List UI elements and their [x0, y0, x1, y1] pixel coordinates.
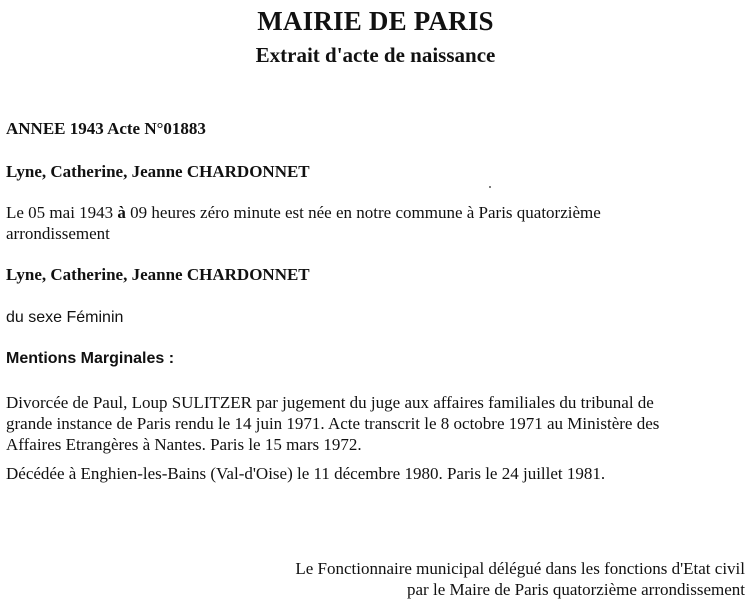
- birth-statement-line-2: arrondissement: [6, 224, 110, 243]
- signature-line-1: Le Fonctionnaire municipal délégué dans les fonctions d'Etat civil: [295, 559, 745, 578]
- signature-block: [295, 558, 745, 600]
- divorce-mention-line-1: Divorcée de Paul, Loup SULITZER par jugement du juge aux affaires familiales du tribunal de: [6, 393, 654, 412]
- birth-statement-part-2: 09 heures zéro minute est née en notre commune à Paris quatorzième: [125, 203, 601, 222]
- birth-statement-at: à: [117, 203, 126, 222]
- sex-statement: du sexe Féminin: [6, 309, 124, 326]
- year-act-number: ANNEE 1943 Acte N°01883: [6, 119, 206, 138]
- divorce-mention-line-3: Affaires Etrangères à Nantes. Paris le 15 mars 1972.: [6, 435, 362, 454]
- person-name: Lyne, Catherine, Jeanne CHARDONNET: [6, 265, 310, 284]
- birth-statement: [6, 202, 736, 244]
- divorce-mention-line-2: grande instance de Paris rendu le 14 juin 1971. Acte transcrit le 8 octobre 1971 au Ministère des: [6, 414, 660, 433]
- signature-line-2: par le Maire de Paris quatorzième arrondissement: [407, 580, 745, 599]
- death-mention: Décédée à Enghien-les-Bains (Val-d'Oise) le 11 décembre 1980. Paris le 24 juillet 1981.: [6, 464, 606, 483]
- person-name-heading: Lyne, Catherine, Jeanne CHARDONNET: [6, 162, 310, 181]
- divorce-mention: [6, 392, 736, 455]
- page-title: MAIRIE DE PARIS: [257, 6, 494, 36]
- page-subtitle: Extrait d'acte de naissance: [255, 43, 496, 67]
- mentions-heading: Mentions Marginales :: [6, 350, 175, 367]
- birth-statement-part-1: Le 05 mai 1943: [6, 203, 118, 222]
- scan-speck: [489, 186, 491, 188]
- birth-statement-line-1: [6, 202, 736, 223]
